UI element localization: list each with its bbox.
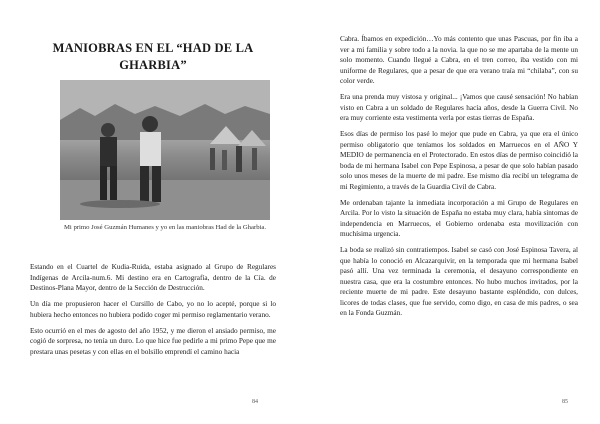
paragraph: Un día me propusieron hacer el Cursillo de Cabo, yo no lo acepté, porque si lo hubiera hecho entonces no hubiera podido coger mi permiso reglamentario verano.: [30, 300, 276, 319]
photo-illustration: [60, 80, 270, 220]
paragraph: Cabra. Íbamos en expedición…Yo más contento que unas Pascuas, por fin iba a ver a mi familia y sobre todo a la novia. la que no se me apartaba de la mente un solo momento. Cuando llegué a Cabra, en el tren correo, iba vestido con mi uniforme de Regulares, que a pesar de que era verano traía mi “chilaba”, con su color verde.: [340, 35, 578, 85]
right-page: [300, 0, 600, 424]
page-number: 84: [252, 399, 258, 405]
paragraph: Esos días de permiso los pasé lo mejor que pude en Cabra, ya que era el único permiso obligatorio que teníamos los soldados en Marruecos en el AÑO Y MEDIO de permanencia en el Protectorado. En estos días de permiso coincidió la boda de mi hermana Isabel con Pepe Espinosa, a pesar de que solo habían pasado solo unos meses de la muerte de mi padre. Ese mismo día recibí un telegrama de mi Regimiento, a través de la Guardia Civil de Cabra.: [340, 130, 578, 191]
paragraph: Me ordenaban tajante la inmediata incorporación a mi Grupo de Regulares en Arcila. Por lo visto la situación de España no estaba muy clara, había síntomas de independencia en Marruecos, el Gobierno ordenaba esta movilización con muchísima urgencia.: [340, 198, 578, 238]
photograph-soldiers: [60, 80, 270, 220]
chapter-title: MANIOBRAS EN EL “HAD DE LA GHARBIA”: [52, 41, 254, 72]
left-body-text: [30, 262, 276, 363]
paragraph: Era una prenda muy vistosa y original... ¡Vamos que causé sensación! No habían visto en Cabra a un soldado de Regulares hacía años, desde la Guerra Civil. No era muy corriente esta vestimenta verla por estas tierras de España.: [340, 93, 578, 122]
page-number: 85: [562, 399, 568, 405]
paragraph: La boda se realizó sin contratiempos. Isabel se casó con José Espinosa Tavera, al que había lo conoció en Alcazarquivir, en la temporada que mi hermana Isabel pasó allí. Una vez terminada la ceremonia, el desayuno correspondiente en nuestra casa, que era la costumbre entonces. No hubo muchos invitados, por la reciente muerte de mi padre. Este desayuno bastante espléndido, con dulces, licores de todas clases, que fue servido, como digo, en casa de mis padres, o sea en la Fonda Guzmán.: [340, 246, 578, 317]
right-body-text: [340, 34, 578, 324]
paragraph: Estando en el Cuartel de Kudia-Ruida, estaba asignado al Grupo de Regulares Indígenas de Arcila-num.6. Mi destino era en Cartografía, dentro de la Cía. de Destinos-Plana Mayor, dentro de la Sección de Destrucción.: [30, 263, 276, 292]
photo-caption: Mi primo José Guzmán Humanes y yo en las maniobras Had de la Gharbia.: [63, 224, 267, 231]
paragraph: Esto ocurrió en el mes de agosto del año 1952, y me dieron el ansiado permiso, me cogió de sorpresa, no tenía un duro. Lo que hice fue pedirle a mi primo Pepe que me prestara unas pesetas y con ellas en el bolsillo emprendí el camino hacia: [30, 326, 276, 356]
